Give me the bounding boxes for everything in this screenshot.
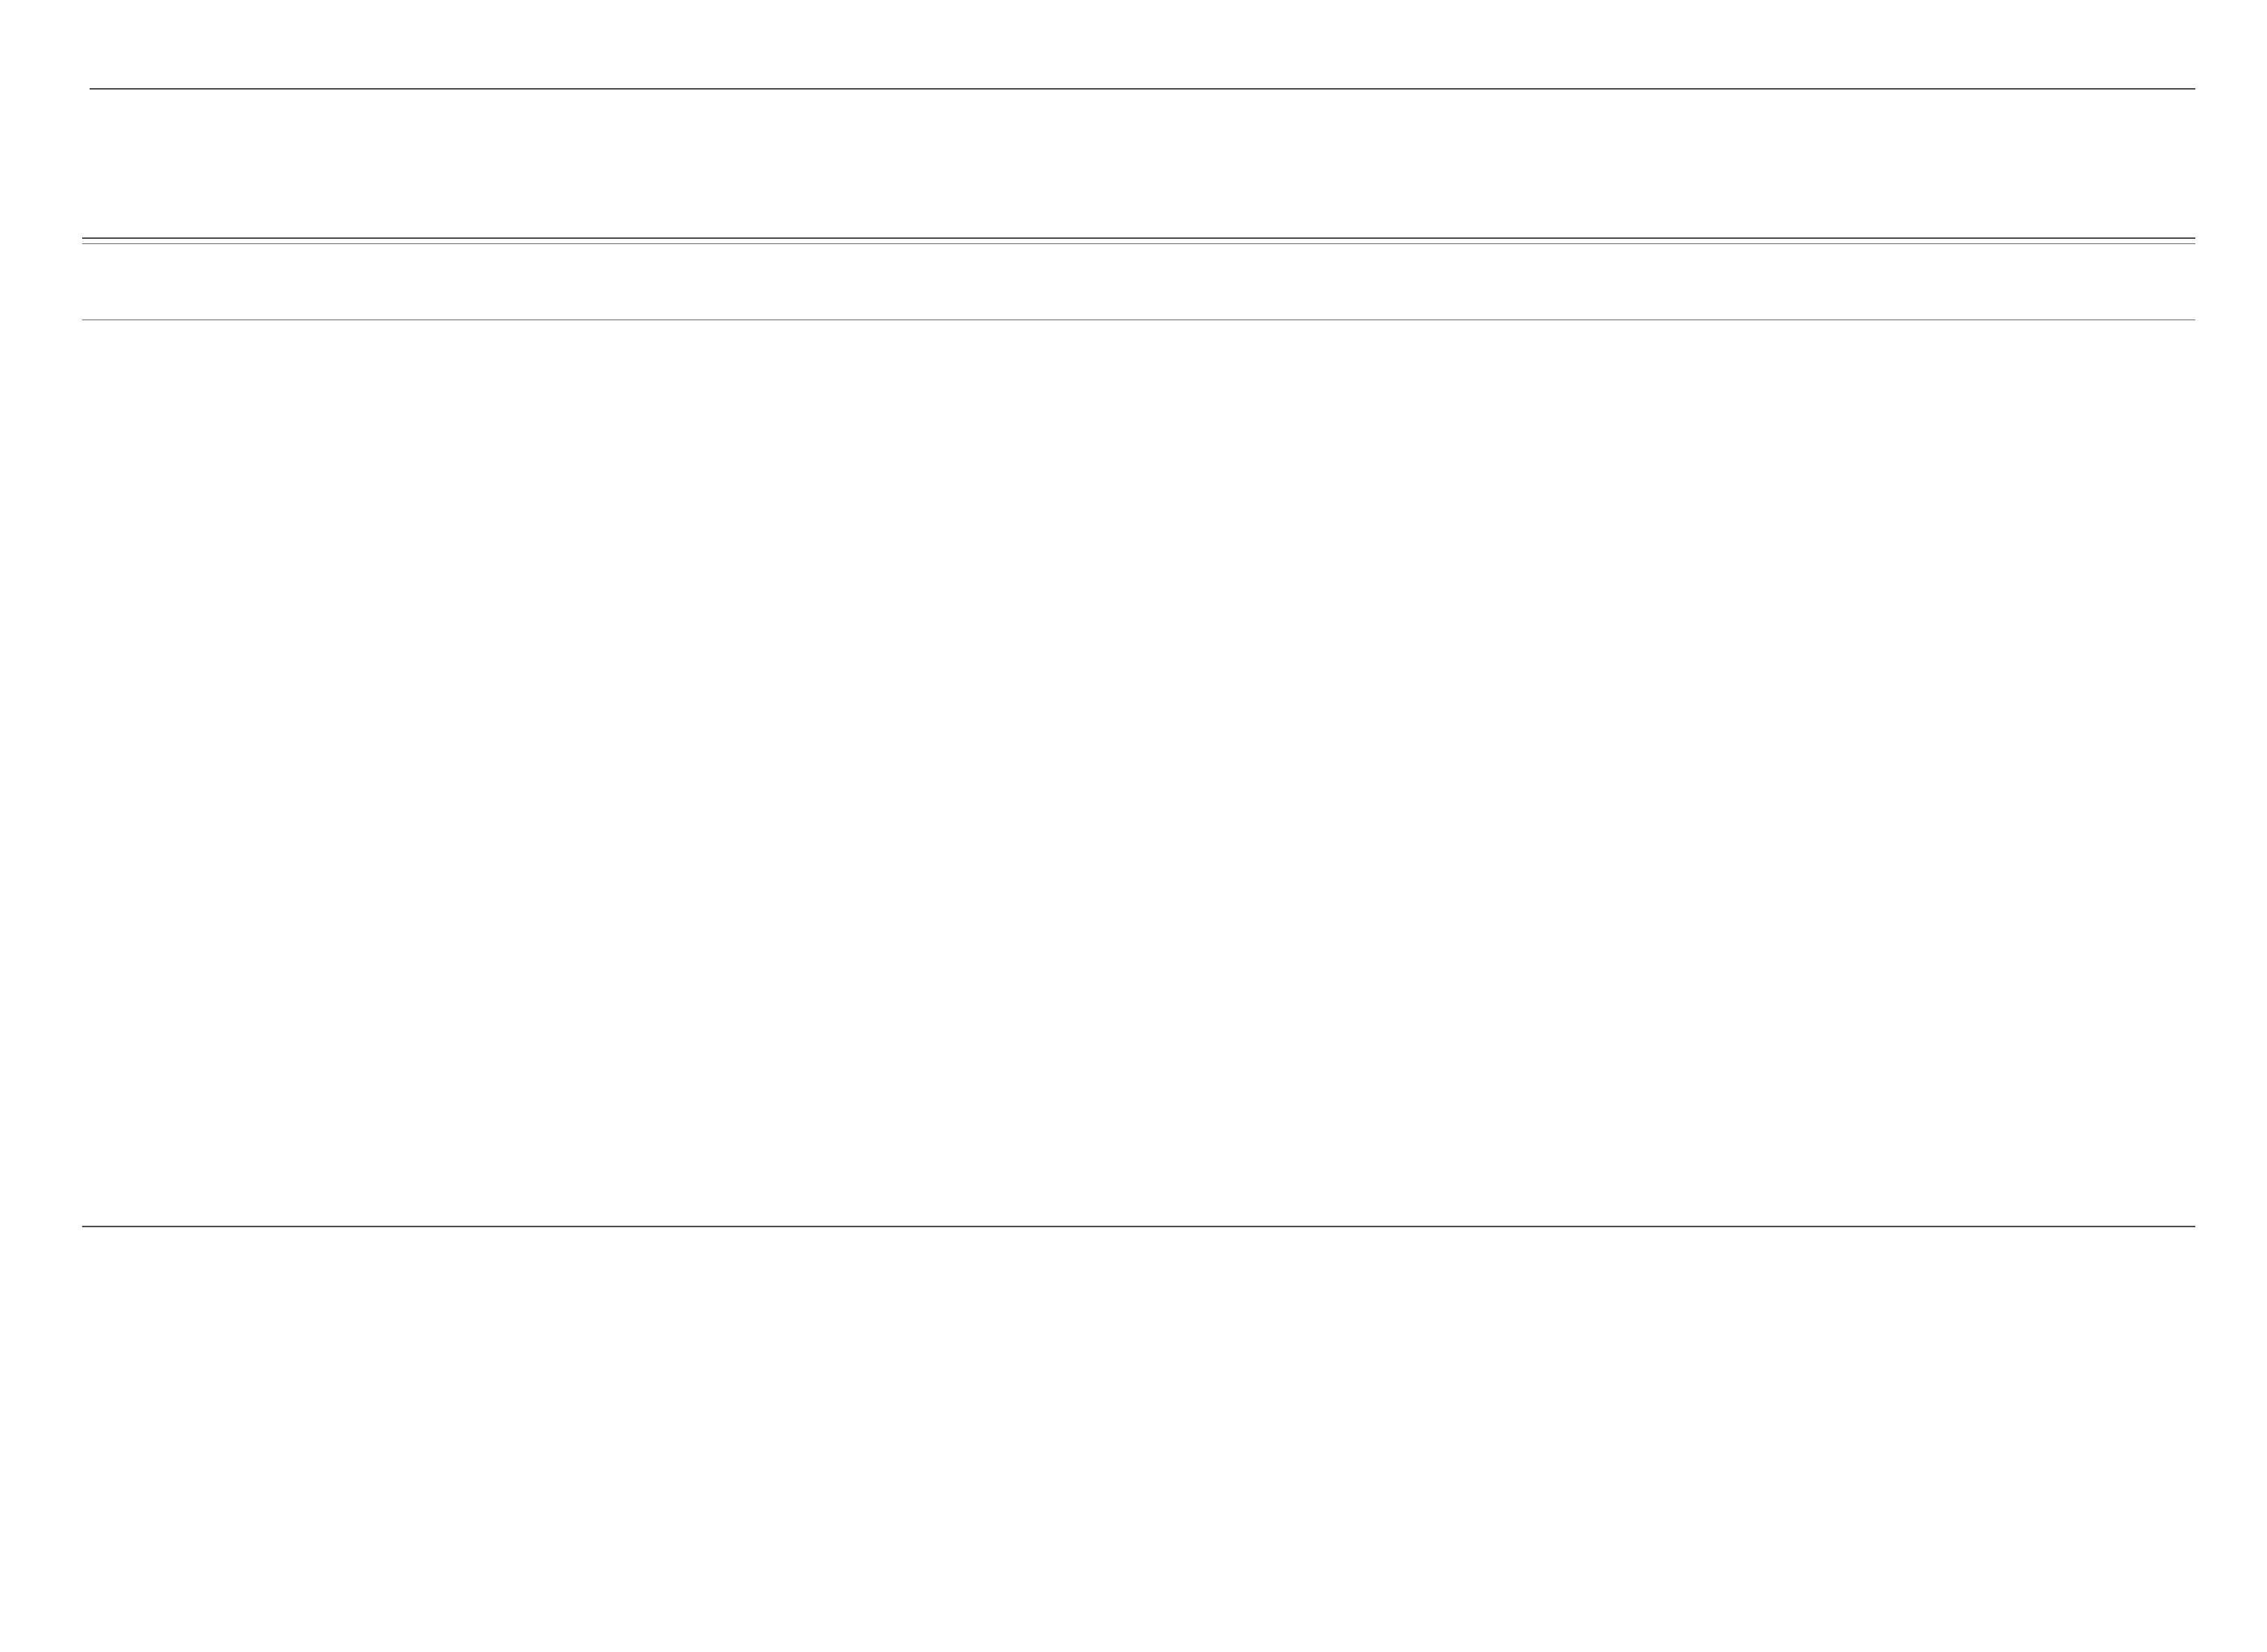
top-rule [90,88,2195,90]
header-rule-top [82,237,2195,239]
footer-rule [82,1226,2195,1227]
header-rule-top-2 [82,243,2195,244]
